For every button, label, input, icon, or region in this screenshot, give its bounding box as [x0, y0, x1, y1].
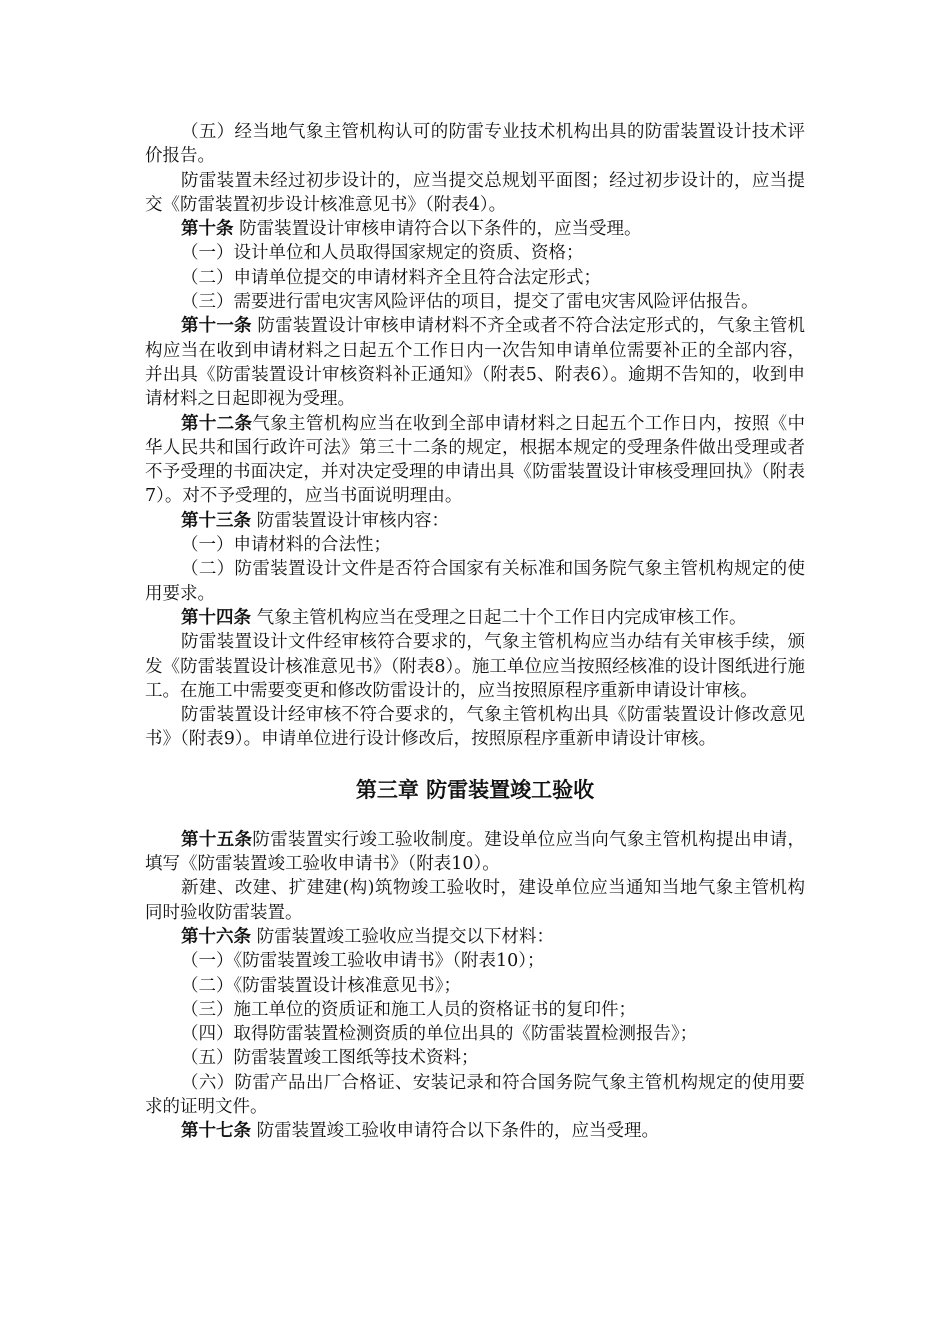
paragraph: [145, 828, 805, 877]
paragraph: [145, 949, 805, 973]
paragraph: [145, 1119, 805, 1143]
document-page: [145, 120, 805, 1144]
paragraph-text: （一）申请材料的合法性；: [181, 535, 391, 556]
paragraph-text: 防雷装置未经过初步设计的，应当提交总规划平面图；经过初步设计的，应当提交《防雷装置初步设计核准意见书》（附表4）。: [145, 170, 805, 215]
paragraph: [145, 557, 805, 606]
paragraph: [145, 703, 805, 752]
paragraph: [145, 998, 805, 1022]
paragraph-text: 防雷装置设计文件经审核符合要求的，气象主管机构应当办结有关审核手续，颁发《防雷装置设计核准意见书》（附表8）。施工单位应当按照经核准的设计图纸进行施工。在施工中需要变更和修改防雷设计的，应当按照原程序重新申请设计审核。: [145, 632, 805, 701]
paragraph-text: 防雷装置设计审核申请材料不齐全或者不符合法定形式的，气象主管机构应当在收到申请材料之日起五个工作日内一次告知申请单位需要补正的全部内容，并出具《防雷装置设计审核资料补正通知》（附表5、附表6）。逾期不告知的，收到申请材料之日起即视为受理。: [145, 316, 806, 410]
article-number: 第十条: [181, 219, 234, 240]
section-design-review: [145, 120, 805, 752]
article-number: 第十二条: [181, 413, 253, 434]
paragraph: [145, 314, 805, 411]
section-completion-acceptance: [145, 828, 805, 1144]
paragraph-text: 防雷装置竣工验收申请符合以下条件的，应当受理。: [251, 1121, 660, 1142]
paragraph-text: 防雷装置设计审核内容：: [251, 510, 450, 531]
paragraph-text: （五）经当地气象主管机构认可的防雷专业技术机构出具的防雷装置设计技术评价报告。: [145, 122, 805, 167]
paragraph: [145, 509, 805, 533]
article-number: 第十一条: [181, 316, 252, 337]
paragraph-text: （二）申请单位提交的申请材料齐全且符合法定形式；: [181, 267, 601, 288]
paragraph-text: 新建、改建、扩建建(构)筑物竣工验收时，建设单位应当通知当地气象主管机构同时验收防雷装置。: [145, 878, 805, 923]
paragraph: [145, 974, 805, 998]
paragraph: [145, 169, 805, 218]
paragraph: [145, 266, 805, 290]
paragraph: [145, 533, 805, 557]
paragraph-text: （二）防雷装置设计文件是否符合国家有关标准和国务院气象主管机构规定的使用要求。: [145, 559, 805, 604]
paragraph-text: （六）防雷产品出厂合格证、安装记录和符合国务院气象主管机构规定的使用要求的证明文件。: [145, 1072, 805, 1117]
paragraph: [145, 120, 805, 169]
paragraph: [145, 1071, 805, 1120]
paragraph-text: （一）《防雷装置竣工验收申请书》（附表10）；: [181, 951, 545, 972]
chapter-heading: 第三章 防雷装置竣工验收: [355, 776, 595, 802]
paragraph: [145, 241, 805, 265]
paragraph: [145, 1022, 805, 1046]
paragraph-text: （一）设计单位和人员取得国家规定的资质、资格；: [181, 243, 584, 264]
paragraph: [145, 630, 805, 703]
paragraph: [145, 412, 805, 509]
article-number: 第十七条: [181, 1121, 251, 1142]
paragraph-text: 防雷装置竣工验收应当提交以下材料：: [251, 926, 555, 947]
paragraph: [145, 217, 805, 241]
paragraph: [145, 606, 805, 630]
article-number: 第十六条: [181, 926, 251, 947]
paragraph-text: 防雷装置设计经审核不符合要求的，气象主管机构出具《防雷装置设计修改意见书》（附表9）。申请单位进行设计修改后，按照原程序重新申请设计审核。: [145, 705, 805, 750]
paragraph-text: （四）取得防雷装置检测资质的单位出具的《防雷装置检测报告》；: [181, 1024, 698, 1045]
article-number: 第十五条: [181, 829, 253, 850]
paragraph: [145, 1046, 805, 1070]
paragraph: [145, 876, 805, 925]
paragraph-text: 防雷装置设计审核申请符合以下条件的，应当受理。: [233, 219, 642, 240]
paragraph-text: （二）《防雷装置设计核准意见书》；: [181, 975, 461, 996]
paragraph: [145, 290, 805, 314]
paragraph-text: 气象主管机构应当在受理之日起二十个工作日内完成审核工作。: [251, 607, 747, 628]
paragraph-text: 气象主管机构应当在收到全部申请材料之日起五个工作日内，按照《中华人民共和国行政许可法》第三十二条的规定，根据本规定的受理条件做出受理或者不予受理的书面决定，并对决定受理的申请出具《防雷装置设计审核受理回执》（附表7）。对不予受理的，应当书面说明理由。: [145, 413, 806, 507]
article-number: 第十三条: [181, 510, 251, 531]
paragraph-text: （五）防雷装置竣工图纸等技术资料；: [181, 1048, 479, 1069]
paragraph-text: （三）施工单位的资质证和施工人员的资格证书的复印件；: [181, 999, 636, 1020]
article-number: 第十四条: [181, 607, 251, 628]
paragraph-text: （三）需要进行雷电灾害风险评估的项目，提交了雷电灾害风险评估报告。: [181, 292, 759, 313]
paragraph-text: 防雷装置实行竣工验收制度。建设单位应当向气象主管机构提出申请，填写《防雷装置竣工验收申请书》（附表10）。: [145, 829, 806, 875]
paragraph: [145, 925, 805, 949]
